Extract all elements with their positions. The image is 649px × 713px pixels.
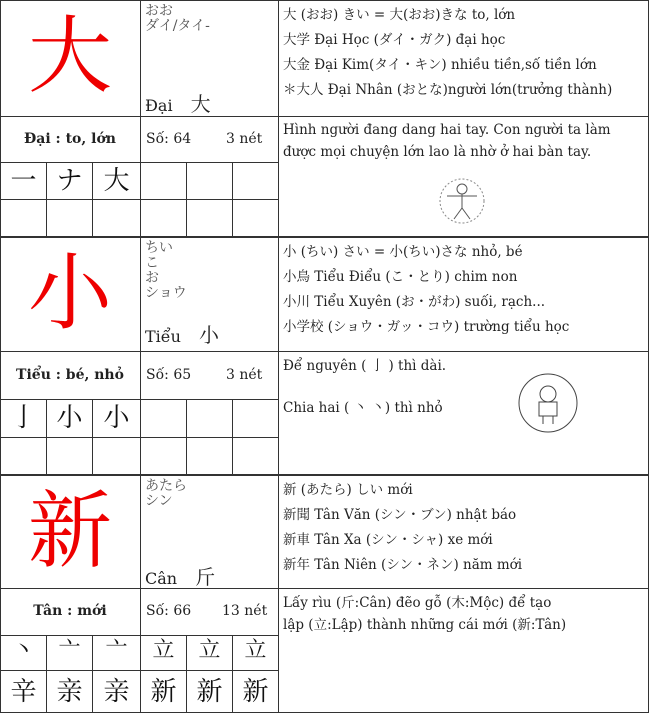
practice-cell [232,437,279,475]
stroke-step: 新 [232,670,279,713]
description-line: Hình người đang dang hai tay. Con người ta làm [283,122,611,138]
stroke-step: 立 [140,635,187,671]
child-illustration [517,372,579,434]
practice-cell [140,437,187,475]
stroke-count: 3 nét [226,131,263,147]
vocab-line: 小 (ちい) さい = 小(ちい)さな nhỏ, bé [283,244,523,260]
kanji-character: 大 [27,7,112,105]
stroke-step [232,162,279,200]
practice-cell [0,199,47,237]
stroke-step [232,399,279,438]
kanji-character: 小 [27,244,112,342]
description-line: Lấy rìu (斤:Cân) đẽo gỗ (木:Mộc) để tạo [283,595,552,611]
stroke-step: 小 [92,399,141,438]
stroke-step: 大 [92,162,141,200]
vocab-list [283,240,569,340]
practice-cell [140,199,187,237]
description [283,119,643,163]
vocab-list [283,3,612,103]
stroke-count: 3 nét [226,367,263,383]
kanji-number: Số: 66 [146,603,192,619]
vocab-line: 大 (おお) きい = 大(おお)きな to, lớn [283,7,516,23]
practice-cell [92,199,141,237]
vocab-line: 新 (あたら) しい mới [283,482,413,498]
stroke-step: 辛 [0,670,47,713]
vocab-list [283,478,522,578]
hanviet-kanji: 小 [198,323,219,347]
kanji-number: Số: 65 [146,367,192,383]
hanviet-text: Tiểu [145,327,181,346]
vocab-line: 小鳥 Tiểu Điểu (こ・とり) chim non [283,269,518,285]
stroke-step [140,162,187,200]
vocab-line: 大金 Đại Kim(タイ・キン) nhiều tiền,số tiền lớn [283,57,597,73]
kanji-title: Tiểu : bé, nhỏ [16,367,124,383]
stroke-step [186,162,233,200]
description-line: lập (立:Lập) thành những cái mới (新:Tân) [283,617,567,633]
stroke-step: 亅 [0,399,47,438]
vocab-line: 新聞 Tân Văn (シン・ブン) nhật báo [283,507,517,523]
kanji-title: Đại : to, lớn [24,131,116,147]
vocab-line: 新年 Tân Niên (シン・ネン) năm mới [283,557,523,573]
practice-cell [186,437,233,475]
stroke-step: 亲 [46,670,93,713]
person-arms-spread-illustration [437,176,487,226]
stroke-step: 新 [140,670,187,713]
stroke-step: 一 [0,162,47,200]
practice-cell [186,199,233,237]
stroke-step: 亠 [46,635,93,671]
hanviet-kanji: 斤 [195,565,216,589]
stroke-step: 立 [186,635,233,671]
stroke-count: 13 nét [222,603,268,619]
description-line: Để nguyên ( 亅 ) thì dài. [283,358,447,374]
stroke-step: 丶 [0,635,47,671]
practice-cell [46,199,93,237]
stroke-step [140,399,187,438]
stroke-step [186,399,233,438]
kanji-entry-tieu [0,237,649,475]
hanviet-reading [145,319,219,348]
practice-cell [92,437,141,475]
description [283,592,643,636]
description-line: được mọi chuyện lớn lao là nhờ ở hai bàn tay. [283,144,592,160]
practice-cell [46,437,93,475]
kanji-entry-dai [0,0,649,237]
practice-cell [0,437,47,475]
vocab-line: 小学校 (ショウ・ガッ・コウ) trường tiểu học [283,319,570,335]
stroke-step: 新 [186,670,233,713]
hanviet-kanji: 大 [190,92,211,116]
kanji-character: 新 [27,482,112,580]
stroke-step: 立 [232,635,279,671]
hanviet-text: Cân [145,569,178,588]
hanviet-text: Đại [145,96,173,115]
stroke-step: 亲 [92,670,141,713]
description [283,355,513,419]
kun-on-readings: おお ダイ/タイ- [145,3,210,34]
hanviet-reading [145,88,211,117]
vocab-line: ＊大人 Đại Nhân (おとな)người lớn(trưởng thành) [283,82,613,98]
vocab-line: 新車 Tân Xa (シン・シャ) xe mới [283,532,493,548]
vocab-line: 小川 Tiểu Xuyên (お・がわ) suối, rạch... [283,294,546,310]
kun-on-readings: あたら シン [145,478,187,509]
vocab-line: 大学 Đại Học (ダイ・ガク) đại học [283,32,506,48]
kun-on-readings: ちい こ お ショウ [145,240,187,301]
kanji-entry-tan [0,475,649,713]
stroke-step: ナ [46,162,93,200]
description-line: Chia hai ( 丶 丶) thì nhỏ [283,400,443,416]
kanji-number: Số: 64 [146,131,192,147]
kanji-title: Tân : mới [33,603,107,619]
practice-cell [232,199,279,237]
stroke-step: 小 [46,399,93,438]
stroke-step: 亠 [92,635,141,671]
hanviet-reading [145,561,215,590]
